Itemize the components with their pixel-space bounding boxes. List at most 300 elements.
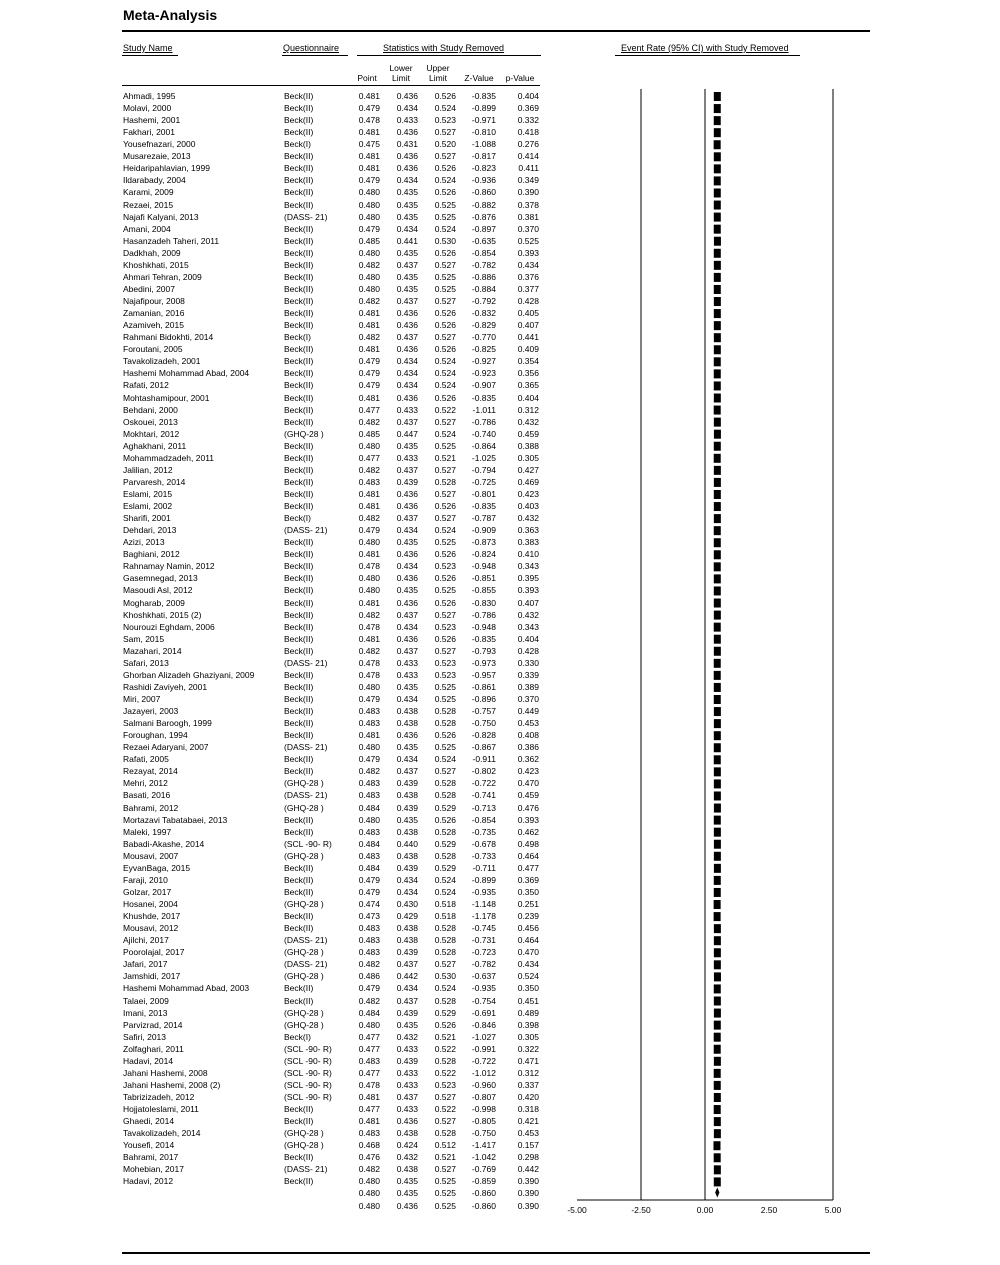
lower-limit-cell: 0.433	[396, 1043, 418, 1054]
upper-limit-cell: 0.528	[434, 706, 456, 717]
study-point-marker	[714, 900, 721, 909]
point-cell: 0.482	[358, 259, 380, 270]
study-name-cell: Bahrami, 2012	[123, 802, 179, 813]
questionnaire-cell: (SCL -90- R)	[284, 1043, 332, 1054]
lower-limit-cell: 0.439	[396, 778, 418, 789]
questionnaire-cell: (DASS- 21)	[284, 657, 328, 668]
study-point-marker	[714, 369, 721, 378]
questionnaire-cell: (DASS- 21)	[284, 1164, 328, 1175]
questionnaire-cell: Beck(II)	[284, 633, 314, 644]
z-value-cell: -0.725	[471, 476, 496, 487]
p-value-cell: 0.434	[517, 259, 539, 270]
upper-limit-cell: 0.526	[434, 549, 456, 560]
z-value-cell: -0.807	[471, 1091, 496, 1102]
study-name-cell: EyvanBaga, 2015	[123, 862, 191, 873]
p-value-cell: 0.410	[517, 549, 539, 560]
point-cell: 0.482	[358, 959, 380, 970]
point-cell: 0.483	[358, 935, 380, 946]
upper-limit-cell: 0.523	[434, 669, 456, 680]
upper-limit-cell: 0.526	[434, 163, 456, 174]
point-cell: 0.483	[358, 706, 380, 717]
lower-limit-cell: 0.439	[396, 1007, 418, 1018]
lower-limit-cell: 0.434	[396, 874, 418, 885]
study-point-marker	[714, 1009, 721, 1018]
lower-limit-cell: 0.436	[396, 549, 418, 560]
study-name-cell: Mohtashamipour, 2001	[123, 392, 210, 403]
z-value-cell: -0.899	[471, 874, 496, 885]
questionnaire-cell: Beck(II)	[284, 356, 314, 367]
questionnaire-cell: Beck(II)	[284, 645, 314, 656]
study-point-marker	[714, 635, 721, 644]
upper-limit-cell: 0.527	[434, 464, 456, 475]
lower-limit-cell: 0.437	[396, 1091, 418, 1102]
z-value-cell: -0.835	[471, 501, 496, 512]
study-name-cell: Mousavi, 2012	[123, 923, 179, 934]
upper-limit-cell: 0.525	[434, 694, 456, 704]
z-value-cell: -0.786	[471, 416, 496, 427]
z-value-cell: -0.998	[471, 1104, 496, 1115]
p-value-cell: 0.408	[517, 730, 539, 741]
point-cell: 0.478	[358, 115, 380, 126]
study-name-cell: Masoudi Asl, 2012	[123, 585, 193, 596]
study-name-cell: Basati, 2016	[123, 790, 171, 801]
study-point-marker	[714, 755, 721, 764]
study-point-marker	[714, 1033, 721, 1042]
z-value-cell: -0.948	[471, 561, 496, 572]
p-value-header: p-Value	[505, 73, 535, 83]
upper-limit-cell: 0.527	[434, 1091, 456, 1102]
z-value-cell: -0.909	[471, 525, 496, 536]
p-value-cell: 0.441	[517, 332, 539, 343]
lower-limit-cell: 0.439	[396, 802, 418, 813]
questionnaire-cell: Beck(II)	[284, 392, 314, 403]
study-name-cell: Salmani Baroogh, 1999	[123, 718, 212, 729]
upper-limit-cell: 0.523	[434, 1079, 456, 1090]
upper-header: Upper	[426, 63, 450, 73]
study-point-marker	[714, 791, 721, 800]
upper-limit-cell: 0.525	[434, 681, 456, 692]
questionnaire-cell: Beck(II)	[284, 404, 314, 415]
p-value-cell: 0.369	[517, 103, 539, 114]
study-name-cell: Ahmadi, 1995	[123, 91, 176, 101]
upper-limit-cell: 0.529	[434, 838, 456, 849]
study-point-marker	[714, 611, 721, 620]
study-name-cell: Fakhari, 2001	[123, 127, 175, 138]
x-tick-label: -5.00	[567, 1205, 587, 1215]
point-cell: 0.479	[358, 368, 380, 379]
study-name-cell: Mogharab, 2009	[123, 597, 185, 608]
study-point-marker	[714, 357, 721, 366]
z-value-cell: -0.678	[471, 838, 496, 849]
x-tick-label: -2.50	[631, 1205, 651, 1215]
upper-limit-cell: 0.527	[434, 127, 456, 138]
upper-limit-cell: 0.524	[434, 754, 456, 765]
p-value-cell: 0.404	[517, 392, 539, 403]
z-value-cell: -0.851	[471, 573, 496, 584]
lower-limit-cell: 0.432	[396, 1152, 418, 1163]
point-cell: 0.480	[358, 681, 380, 692]
lower-limit-cell: 0.434	[396, 103, 418, 114]
upper-limit-cell: 0.526	[434, 597, 456, 608]
study-name-cell: Baghiani, 2012	[123, 549, 180, 560]
lower-limit-cell: 0.447	[396, 428, 418, 439]
p-value-cell: 0.383	[517, 537, 539, 548]
z-value-cell: -0.817	[471, 151, 496, 162]
lower-limit-cell: 0.434	[396, 983, 418, 994]
study-name-cell: Safiri, 2013	[123, 1031, 166, 1042]
study-point-marker	[714, 707, 721, 716]
p-value-cell: 0.398	[517, 1019, 539, 1030]
upper-limit-cell: 0.523	[434, 657, 456, 668]
study-name-cell: Tavakolizadeh, 2001	[123, 356, 201, 367]
study-point-marker	[714, 188, 721, 197]
upper-limit-cell: 0.524	[434, 525, 456, 536]
study-name-cell: Poorolajal, 2017	[123, 947, 185, 958]
questionnaire-cell: Beck(II)	[284, 621, 314, 632]
point-cell: 0.478	[358, 657, 380, 668]
lower-limit-cell: 0.433	[396, 1079, 418, 1090]
upper-limit-cell: 0.525	[434, 440, 456, 451]
z-value-cell: -0.935	[471, 983, 496, 994]
point-cell: 0.480	[358, 1188, 380, 1199]
z-value-cell: -0.802	[471, 766, 496, 777]
study-point-marker	[714, 828, 721, 837]
upper-limit-cell: 0.528	[434, 778, 456, 789]
study-point-marker	[714, 345, 721, 354]
p-value-cell: 0.390	[517, 187, 539, 198]
p-value-cell: 0.404	[517, 633, 539, 644]
z-value-cell: -0.854	[471, 814, 496, 825]
questionnaire-cell: (DASS- 21)	[284, 790, 328, 801]
z-value-cell: -1.025	[471, 452, 496, 463]
p-value-cell: 0.524	[517, 971, 539, 982]
z-value-cell: -0.991	[471, 1043, 496, 1054]
study-name-cell: Faraji, 2010	[123, 874, 168, 885]
lower-limit-cell: 0.435	[396, 742, 418, 753]
z-value-cell: -0.899	[471, 103, 496, 114]
study-name-cell: Molavi, 2000	[123, 103, 172, 114]
point-cell: 0.480	[358, 814, 380, 825]
p-value-cell: 0.322	[517, 1043, 539, 1054]
questionnaire-cell: (GHQ-28 )	[284, 428, 324, 439]
study-point-marker	[714, 960, 721, 969]
questionnaire-cell: Beck(II)	[284, 296, 314, 307]
study-name-cell: Zamanian, 2016	[123, 308, 185, 319]
questionnaire-cell: Beck(II)	[284, 609, 314, 620]
lower-limit-cell: 0.435	[396, 1019, 418, 1030]
questionnaire-cell: Beck(II)	[284, 308, 314, 319]
questionnaire-cell: Beck(I)	[284, 332, 311, 343]
p-value-cell: 0.464	[517, 850, 539, 861]
study-point-marker	[714, 176, 721, 185]
z-value-cell: -0.935	[471, 886, 496, 897]
upper-limit-cell: 0.528	[434, 476, 456, 487]
questionnaire-cell: (SCL -90- R)	[284, 1055, 332, 1066]
point-cell: 0.483	[358, 1128, 380, 1139]
lower-limit-cell: 0.437	[396, 259, 418, 270]
questionnaire-cell: Beck(II)	[284, 983, 314, 994]
lower-limit-cell: 0.438	[396, 935, 418, 946]
study-name-cell: Mortazavi Tabatabaei, 2013	[123, 814, 228, 825]
questionnaire-cell: (GHQ-28 )	[284, 947, 324, 958]
upper-limit-cell: 0.522	[434, 1067, 456, 1078]
p-value-cell: 0.388	[517, 440, 539, 451]
z-value-cell: -0.861	[471, 681, 496, 692]
study-point-marker	[713, 1141, 720, 1150]
study-name-cell: Jalilian, 2012	[123, 464, 173, 475]
upper-limit-cell: 0.525	[434, 1188, 456, 1199]
study-name-header: Study Name	[123, 43, 173, 53]
study-point-marker	[714, 321, 721, 330]
upper-limit-cell: 0.525	[434, 585, 456, 596]
lower-limit-cell: 0.436	[396, 1116, 418, 1127]
questionnaire-cell: Beck(II)	[284, 766, 314, 777]
lower-limit-cell: 0.436	[396, 151, 418, 162]
p-value-cell: 0.459	[517, 428, 539, 439]
z-value-cell: -0.886	[471, 271, 496, 282]
p-value-cell: 0.318	[517, 1104, 539, 1115]
z-value-cell: -0.722	[471, 1055, 496, 1066]
study-name-cell: Hashemi, 2001	[123, 115, 181, 126]
study-name-cell: Rezaei, 2015	[123, 199, 174, 210]
lower-limit-cell: 0.438	[396, 826, 418, 837]
point-cell: 0.483	[358, 947, 380, 958]
lower-limit-cell: 0.436	[396, 392, 418, 403]
point-cell: 0.479	[358, 175, 380, 186]
z-value-cell: -1.417	[471, 1140, 496, 1151]
study-name-cell: Hosanei, 2004	[123, 899, 178, 910]
study-name-cell: Rezayat, 2014	[123, 766, 178, 777]
z-value-cell: -0.824	[471, 549, 496, 560]
z-value-cell: -0.923	[471, 368, 496, 379]
z-value-cell: -0.960	[471, 1079, 496, 1090]
point-cell: 0.482	[358, 766, 380, 777]
point-cell: 0.480	[358, 440, 380, 451]
p-value-cell: 0.423	[517, 488, 539, 499]
upper-limit-cell: 0.524	[434, 428, 456, 439]
study-name-cell: Karami, 2009	[123, 187, 174, 198]
p-value-cell: 0.420	[517, 1091, 539, 1102]
questionnaire-cell: Beck(II)	[284, 247, 314, 258]
upper-limit-cell: 0.527	[434, 645, 456, 656]
lower-limit-cell: 0.436	[396, 1200, 418, 1211]
upper-limit-cell: 0.525	[434, 271, 456, 282]
study-point-marker	[714, 116, 721, 125]
point-cell: 0.482	[358, 464, 380, 475]
study-name-cell: Babadi-Akashe, 2014	[123, 838, 205, 849]
questionnaire-cell: Beck(II)	[284, 886, 314, 897]
z-value-cell: -0.793	[471, 645, 496, 656]
point-cell: 0.481	[358, 633, 380, 644]
lower-limit-cell: 0.433	[396, 669, 418, 680]
p-value-cell: 0.393	[517, 585, 539, 596]
p-value-cell: 0.389	[517, 681, 539, 692]
lower-limit-cell: 0.432	[396, 1031, 418, 1042]
questionnaire-cell: (DASS- 21)	[284, 525, 328, 536]
upper-limit-cell: 0.527	[434, 151, 456, 162]
point-cell: 0.473	[358, 911, 380, 922]
questionnaire-cell: Beck(II)	[284, 573, 314, 584]
study-point-marker	[714, 1153, 721, 1162]
lower-limit-cell: 0.435	[396, 537, 418, 548]
study-name-cell: Ildarabady, 2004	[123, 175, 186, 186]
lower-limit-cell: 0.437	[396, 332, 418, 343]
p-value-cell: 0.312	[517, 404, 539, 415]
lower-limit-cell: 0.434	[396, 380, 418, 391]
point-cell: 0.483	[358, 826, 380, 837]
study-point-marker	[714, 442, 721, 451]
study-point-marker	[714, 731, 721, 740]
upper-limit-cell: 0.528	[434, 947, 456, 958]
z-value-cell: -1.027	[471, 1031, 496, 1042]
x-tick-label: 0.00	[696, 1205, 714, 1215]
study-point-marker	[714, 1069, 721, 1078]
study-point-marker	[714, 104, 721, 113]
questionnaire-header: Questionnaire	[283, 43, 340, 53]
study-point-marker	[714, 912, 721, 921]
questionnaire-cell: Beck(II)	[284, 91, 314, 101]
p-value-cell: 0.305	[517, 1031, 539, 1042]
upper-limit-cell: 0.524	[434, 886, 456, 897]
questionnaire-cell: Beck(II)	[284, 452, 314, 463]
z-value-cell: -0.882	[471, 199, 496, 210]
point-cell: 0.479	[358, 886, 380, 897]
study-point-marker	[714, 997, 721, 1006]
p-value-cell: 0.376	[517, 271, 539, 282]
z-value-cell: -0.911	[472, 754, 496, 765]
study-name-cell: Hasanzadeh Taheri, 2011	[123, 235, 220, 246]
z-value-cell: -0.787	[471, 513, 496, 524]
upper-limit-cell: 0.521	[434, 452, 456, 463]
z-value-cell: -0.731	[471, 935, 496, 946]
z-value-cell: -0.973	[471, 657, 496, 668]
point-cell: 0.479	[358, 874, 380, 885]
p-value-cell: 0.349	[517, 175, 539, 186]
questionnaire-cell: Beck(II)	[284, 235, 314, 246]
z-value-cell: -0.948	[471, 621, 496, 632]
lower-limit-cell: 0.438	[396, 718, 418, 729]
point-cell: 0.486	[358, 971, 380, 982]
upper-limit-cell: 0.527	[434, 609, 456, 620]
questionnaire-cell: (DASS- 21)	[284, 959, 328, 970]
p-value-cell: 0.350	[517, 886, 539, 897]
study-name-cell: Heidaripahlavian, 1999	[123, 163, 210, 174]
z-value-cell: -0.896	[471, 694, 496, 704]
lower-limit-cell: 0.430	[396, 899, 418, 910]
p-value-cell: 0.298	[517, 1152, 539, 1163]
upper-limit-cell: 0.524	[434, 103, 456, 114]
upper-limit-cell: 0.526	[434, 247, 456, 258]
p-value-cell: 0.305	[517, 452, 539, 463]
point-cell: 0.481	[358, 1116, 380, 1127]
study-point-marker	[714, 659, 721, 668]
study-name-cell: Tabrizizadeh, 2012	[123, 1091, 195, 1102]
lower-limit-cell: 0.434	[396, 886, 418, 897]
study-name-cell: Miri, 2007	[123, 694, 161, 704]
p-value-cell: 0.330	[517, 657, 539, 668]
questionnaire-cell: Beck(II)	[284, 718, 314, 729]
point-cell: 0.483	[358, 718, 380, 729]
study-point-marker	[714, 948, 721, 957]
questionnaire-cell: (GHQ-28 )	[284, 1007, 324, 1018]
z-value-cell: -0.711	[472, 862, 496, 873]
study-name-cell: Jafari, 2017	[123, 959, 168, 970]
lower-limit-cell: 0.436	[396, 597, 418, 608]
study-name-cell: Tavakolizadeh, 2014	[123, 1128, 201, 1139]
p-value-cell: 0.470	[517, 778, 539, 789]
point-cell: 0.482	[358, 513, 380, 524]
study-name-cell: Bahrami, 2017	[123, 1152, 179, 1163]
lower-limit-cell: 0.437	[396, 645, 418, 656]
study-name-cell: Jahani Hashemi, 2008	[123, 1067, 208, 1078]
lower-limit-cell: 0.434	[396, 223, 418, 234]
p-value-cell: 0.428	[517, 296, 539, 307]
lower-limit-cell: 0.435	[396, 211, 418, 222]
study-name-cell: Azamiveh, 2015	[123, 320, 184, 331]
questionnaire-cell: Beck(II)	[284, 1152, 314, 1163]
study-name-cell: Najafi Kalyani, 2013	[123, 211, 199, 222]
questionnaire-cell: (GHQ-28 )	[284, 850, 324, 861]
lower-limit-cell: 0.429	[396, 911, 418, 922]
study-name-cell: Foroughan, 1994	[123, 730, 188, 741]
upper-limit-cell: 0.526	[434, 1019, 456, 1030]
questionnaire-cell: Beck(II)	[284, 464, 314, 475]
questionnaire-cell: Beck(II)	[284, 163, 314, 174]
questionnaire-cell: Beck(II)	[284, 826, 314, 837]
z-value-cell: -0.828	[471, 730, 496, 741]
p-value-cell: 0.471	[517, 1055, 539, 1066]
upper-limit-cell: 0.527	[434, 259, 456, 270]
upper-limit-cell: 0.524	[434, 380, 456, 391]
z-value-cell: -0.750	[471, 718, 496, 729]
questionnaire-cell: (SCL -90- R)	[284, 1079, 332, 1090]
z-value-cell: -0.691	[471, 1007, 496, 1018]
study-name-cell: Rafati, 2012	[123, 380, 169, 391]
point-cell: 0.480	[358, 1200, 380, 1211]
study-name-cell: Khoshkhati, 2015	[123, 259, 189, 270]
p-value-cell: 0.453	[517, 1128, 539, 1139]
questionnaire-cell: Beck(II)	[284, 476, 314, 487]
lower-limit-cell: 0.437	[396, 513, 418, 524]
point-cell: 0.483	[358, 1055, 380, 1066]
study-name-cell: Mokhtari, 2012	[123, 428, 180, 439]
study-name-cell: Ghaedi, 2014	[123, 1116, 175, 1127]
upper-limit-cell: 0.528	[434, 718, 456, 729]
p-value-cell: 0.418	[517, 127, 539, 138]
z-value-cell: -0.907	[471, 380, 496, 391]
p-value-cell: 0.276	[517, 139, 539, 150]
questionnaire-cell: (DASS- 21)	[284, 211, 328, 222]
study-name-cell: Khoshkhati, 2015 (2)	[123, 609, 202, 620]
point-cell: 0.481	[358, 730, 380, 741]
point-cell: 0.477	[358, 1031, 380, 1042]
study-name-cell: Hadavi, 2012	[123, 1176, 174, 1187]
p-value-cell: 0.498	[517, 838, 539, 849]
study-point-marker	[714, 779, 721, 788]
point-cell: 0.483	[358, 476, 380, 487]
questionnaire-cell: Beck(II)	[284, 681, 314, 692]
p-value-cell: 0.365	[517, 380, 539, 391]
lower-limit-cell: 0.437	[396, 995, 418, 1006]
upper-limit-cell: 0.522	[434, 1043, 456, 1054]
study-name-cell: Ajilchi, 2017	[123, 935, 169, 946]
p-value-cell: 0.405	[517, 308, 539, 319]
z-value-cell: -0.835	[471, 392, 496, 403]
study-point-marker	[714, 984, 721, 993]
upper-limit-cell: 0.528	[434, 935, 456, 946]
study-point-marker	[714, 767, 721, 776]
upper-limit-cell: 0.526	[434, 633, 456, 644]
